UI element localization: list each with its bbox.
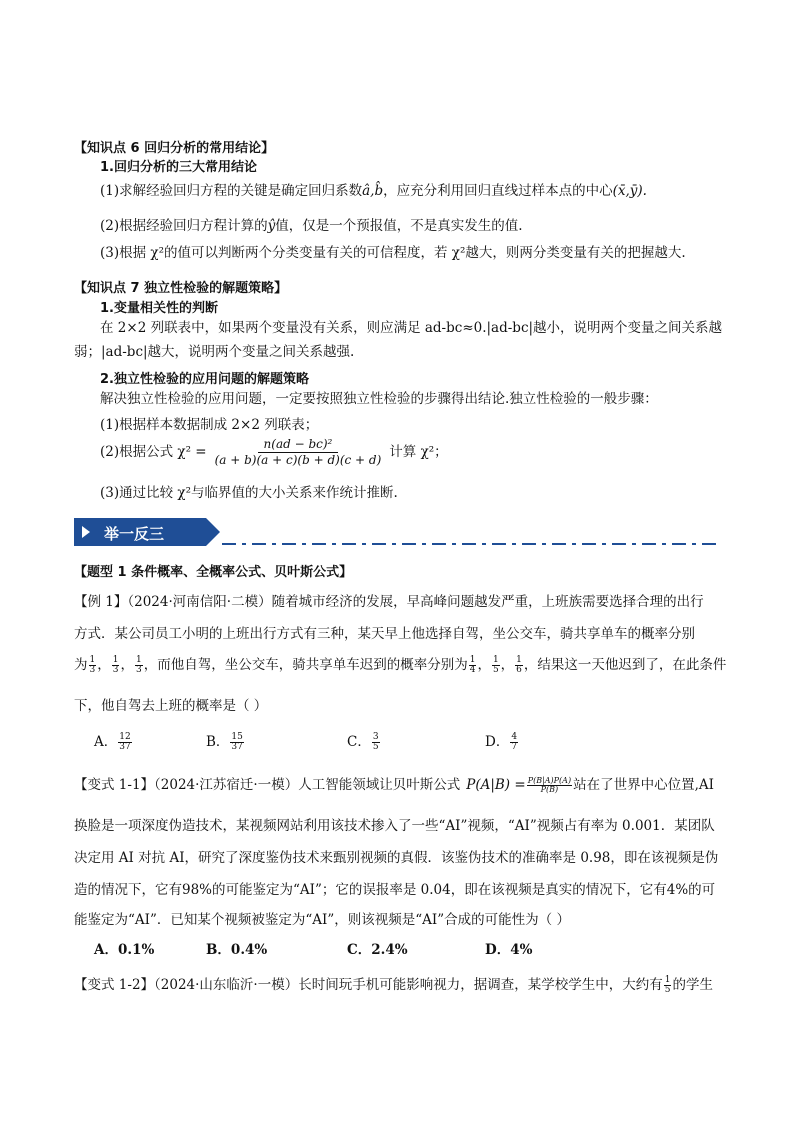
option-label: C． [347,734,371,751]
fraction-denominator: 5 [372,742,379,752]
fraction-numerator: 1 [112,655,119,665]
text: ，而他自驾，坐公交车，骑共享单车迟到的概率分别为 [143,657,468,674]
example-1-line-1: 【例 1】（2024·河南信阳·二模）随着城市经济的发展，早高峰问题越发严重，上班族需要选择合理的出行 [74,594,704,610]
text: 【变式 1-2】（2024·山东临沂·一模）长时间玩手机可能影响视力，据调查，某学校学生中，大约有 [74,977,663,994]
formula-numerator: n(ad − bc)² [258,437,339,453]
section-7-para-1b: 弱；|ad-bc|越大，说明两个变量之间关系越强. [74,344,355,360]
text: 的学生 [672,977,713,994]
fraction-numerator: 12 [119,732,131,742]
option-label: C． [347,942,372,958]
fraction [112,656,120,675]
example-1-line-2: 方式．某公司员工小明的上班出行方式有三种，某天早上他选择自驾，坐公交车，骑共享单车的概率分别 [74,626,695,642]
fraction [492,656,500,675]
section-7-subheading-1: 1.变量相关性的判断 [100,301,218,316]
fraction-denominator: 5 [664,985,671,995]
banner-label: 举一反三 [104,525,165,543]
formula-denominator: (a + b)(a + c)(b + d)(c + d) [214,453,382,467]
fraction [89,656,97,675]
variant-1-1-line-1 [74,777,714,794]
section-6-subheading: 1.回归分析的三大常用结论 [100,160,257,175]
section-6-point-2 [100,218,523,234]
fraction-denominator: 4 [469,665,476,675]
fraction-denominator: 3 [135,665,142,675]
text: (1)求解经验回归方程的关键是确定回归系数 [100,183,363,199]
option-value: 0.4% [230,942,268,958]
fraction-denominator: 6 [516,665,522,675]
fraction-numerator: 15 [231,732,243,742]
variant-1-1-option-a[interactable] [94,942,154,958]
option-label: B． [206,942,231,958]
fraction [135,656,143,675]
fraction-numerator: 1 [664,975,671,985]
variant-1-1-option-b[interactable] [206,942,267,958]
section-7-subheading-2: 2.独立性检验的应用问题的解题策略 [100,372,309,387]
option-label: D． [485,734,510,751]
text: (2)根据经验回归方程计算的 [100,218,268,234]
variant-1-1-line-4: 造的情况下，它有98%的可能鉴定为“AI”；它的误报率是 0.04，即在该视频是真实的情况下，它有4%的可 [74,882,716,898]
fraction-numerator: 1 [492,655,499,665]
fraction-denominator: 3 [89,665,96,675]
text: (2)根据公式 χ² = [100,444,207,461]
text: 【变式 1-1】（2024·江苏宿迁·一模）人工智能领域让贝叶斯公式 [74,777,461,794]
example-1-line-3: 为 $\frac{1}{3}$ ， $\frac{1}{3}$ ， $\frac{1}{3}$ ，而他自驾，坐公交车，骑共享单车迟到的概率分别为 $\frac{1}{4}$ ， $\frac{1}{5}$ ， $\frac{1}{6}$ ，结果这一天他迟到了，在此条件 [74,655,727,675]
option-label: D． [485,942,511,958]
section-7-para-2: 解决独立性检验的应用问题，一定要按照独立性检验的步骤得出结论.独立性检验的一般步骤： [100,391,658,407]
fraction-denominator: 3 [112,665,119,675]
section-header-6: 【知识点 6 回归分析的常用结论】 [74,141,275,156]
option-fraction [510,733,518,752]
option-fraction [372,733,380,752]
section-7-step-1: (1)根据样本数据制成 2×2 列联表； [100,417,319,433]
section-header-7: 【知识点 7 独立性检验的解题策略】 [74,281,288,296]
bayes-formula-fraction [527,777,572,794]
text: 计算 χ²； [389,444,448,461]
fraction-numerator: P(B|A)P(A) [527,776,572,785]
fraction [515,656,523,675]
regression-coefficients: â,b̂ [362,183,384,199]
fraction-denominator: 7 [511,742,518,752]
chi-square-formula [211,437,386,468]
fraction-numerator: 1 [516,655,522,665]
fraction [664,976,672,995]
text: 站在了世界中心位置,AI [573,777,714,794]
example-1-option-b[interactable] [206,733,245,752]
fraction-denominator: 37 [231,742,243,752]
variant-1-1-option-d[interactable] [485,942,532,958]
variant-1-2-line-1 [74,976,713,995]
section-6-point-3: (3)根据 χ²的值可以判断两个分类变量有关的可信程度，若 χ²越大，则两分类变量有关的把握越大. [100,245,686,261]
example-1-option-c[interactable] [347,733,381,752]
fraction-numerator: 4 [511,732,518,742]
fraction-denominator: P(B) [540,785,559,794]
option-value: 0.1% [117,942,155,958]
section-7-step-3: (3)通过比较 χ²与临界值的大小关系来作统计推断. [100,485,398,501]
option-value: 2.4% [371,942,408,958]
variant-1-1-line-2: 换脸是一项深度伪造技术，某视频网站利用该技术掺入了一些“AI”视频，“AI”视频占有率为 0.001．某团队 [74,818,715,834]
text: 值，仅是一个预报值，不是真实发生的值. [275,218,523,234]
fraction-numerator: 3 [372,732,379,742]
section-7-para-1a: 在 2×2 列联表中，如果两个变量没有关系，则应满足 ad-bc≈0.|ad-bc|越小，说明两个变量之间关系越 [100,320,723,336]
variant-1-1-option-c[interactable] [347,942,408,958]
option-fraction [118,733,131,752]
text: 为 [74,657,88,674]
fraction-numerator: 1 [469,655,476,665]
example-1-option-a[interactable] [94,733,133,752]
variant-1-1-line-3: 决定用 AI 对抗 AI，研究了深度鉴伪技术来甄别视频的真假．该鉴伪技术的准确率是 0.98，即在该视频是伪 [74,850,719,866]
fraction-denominator: 5 [492,665,499,675]
fraction-numerator: 1 [89,655,96,665]
fraction-numerator: 1 [135,655,142,665]
sample-center: (x̄,ȳ). [612,183,647,199]
bayes-formula-left: P(A|B) = [466,777,526,794]
text: ，结果这一天他迟到了，在此条件 [523,657,727,674]
fraction [469,656,477,675]
variant-1-1-line-5: 能鉴定为“AI”．已知某个视频被鉴定为“AI”，则该视频是“AI”合成的可能性为（ ） [74,912,570,928]
section-6-point-1 [100,183,647,199]
fraction-denominator: 37 [119,742,131,752]
option-label: A． [94,942,118,958]
y-hat: ŷ [267,218,276,234]
option-label: A． [94,734,118,751]
topic-1-header: 【题型 1 条件概率、全概率公式、贝叶斯公式】 [74,565,353,580]
example-1-line-4: 下，他自驾去上班的概率是（ ） [74,698,268,714]
option-label: B． [206,734,230,751]
option-fraction [230,733,243,752]
text: ，应充分利用回归直线过样本点的中心 [383,183,613,199]
section-7-step-2 [100,437,448,468]
example-1-option-d[interactable] [485,733,519,752]
option-value: 4% [510,942,533,958]
dashed-divider [222,543,718,545]
